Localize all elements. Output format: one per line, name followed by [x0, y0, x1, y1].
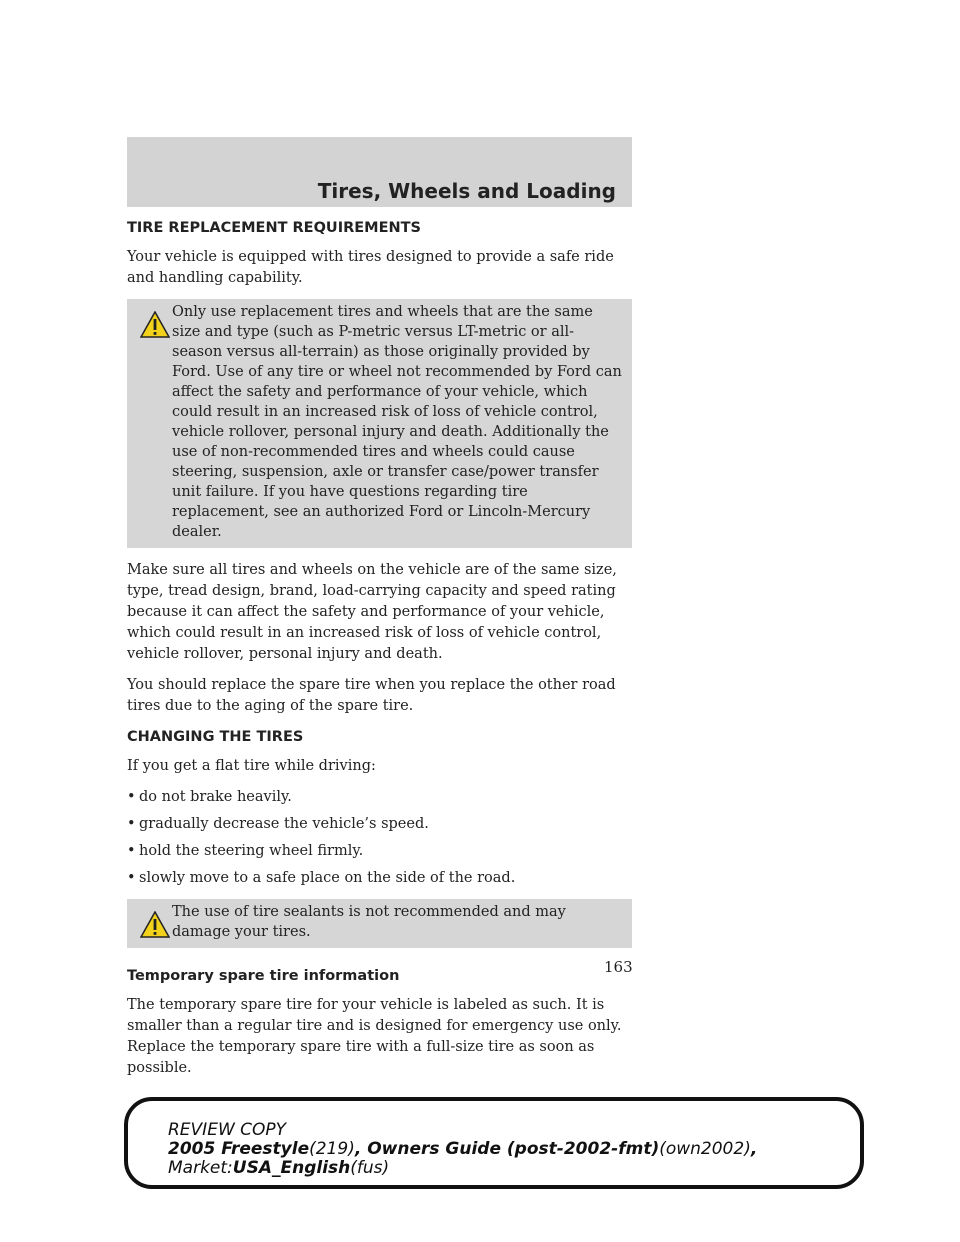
- paragraph-flat-intro: If you get a flat tire while driving:: [127, 758, 376, 774]
- list-item: • gradually decrease the vehicle’s speed.: [127, 816, 429, 832]
- footer-model-line: 2005 Freestyle(219), Owners Guide (post-2002-fmt)(own2002),: [168, 1139, 758, 1159]
- paragraph-intro: Your vehicle is equipped with tires designed to provide a safe ride and handling capability.: [127, 249, 614, 286]
- list-item: • hold the steering wheel firmly.: [127, 843, 364, 859]
- paragraph-temporary-spare: The temporary spare tire for your vehicle is labeled as such. It is smaller than a regular tire and is designed for emergency use only. Replace the temporary spare tire with a full-size tire as soon as possible.: [127, 997, 622, 1076]
- page-number: 163: [604, 958, 633, 976]
- warning-triangle-icon: [140, 311, 170, 338]
- chapter-header-band: [127, 137, 632, 207]
- section-heading-temporary-spare: Temporary spare tire information: [127, 968, 400, 984]
- section-heading-tire-replacement: TIRE REPLACEMENT REQUIREMENTS: [127, 220, 421, 236]
- footer-market-line: Market:USA_English(fus): [168, 1158, 390, 1178]
- warning-text-replacement: Only use replacement tires and wheels that are the same size and type (such as P-metric versus LT-metric or all-season versus all-terrain) as those originally provided by Ford. Use of any tire or wheel not recommended by Ford can affect the safety and performance of your vehicle, which could result in an increased risk of loss of vehicle control, vehicle rollover, personal injury and death. Additionally the use of non-recommended tires and wheels could cause steering, suspension, axle or transfer case/power transfer unit failure. If you have questions regarding tire replacement, see an authorized Ford or Lincoln-Mercury dealer.: [172, 304, 622, 540]
- review-copy-footer: [124, 1097, 864, 1189]
- warning-box-replacement: [127, 299, 632, 548]
- warning-box-sealants: [127, 899, 632, 948]
- paragraph-same-size: Make sure all tires and wheels on the vehicle are of the same size, type, tread design, brand, load-carrying capacity and speed rating because it can affect the safety and performance of your vehicle, which could result in an increased risk of loss of vehicle control, vehicle rollover, personal injury and death.: [127, 562, 617, 662]
- section-heading-changing-tires: CHANGING THE TIRES: [127, 729, 304, 745]
- page-content: [127, 218, 632, 1089]
- warning-triangle-icon: [140, 911, 170, 938]
- warning-text-sealants: The use of tire sealants is not recommended and may damage your tires.: [172, 904, 566, 940]
- list-item: • do not brake heavily.: [127, 789, 292, 805]
- footer-text: [168, 1121, 757, 1178]
- footer-review-copy: REVIEW COPY: [168, 1120, 287, 1140]
- chapter-title: Tires, Wheels and Loading: [317, 179, 616, 203]
- list-item: • slowly move to a safe place on the side of the road.: [127, 870, 516, 886]
- paragraph-spare-aging: You should replace the spare tire when you replace the other road tires due to the aging of the spare tire.: [127, 677, 616, 714]
